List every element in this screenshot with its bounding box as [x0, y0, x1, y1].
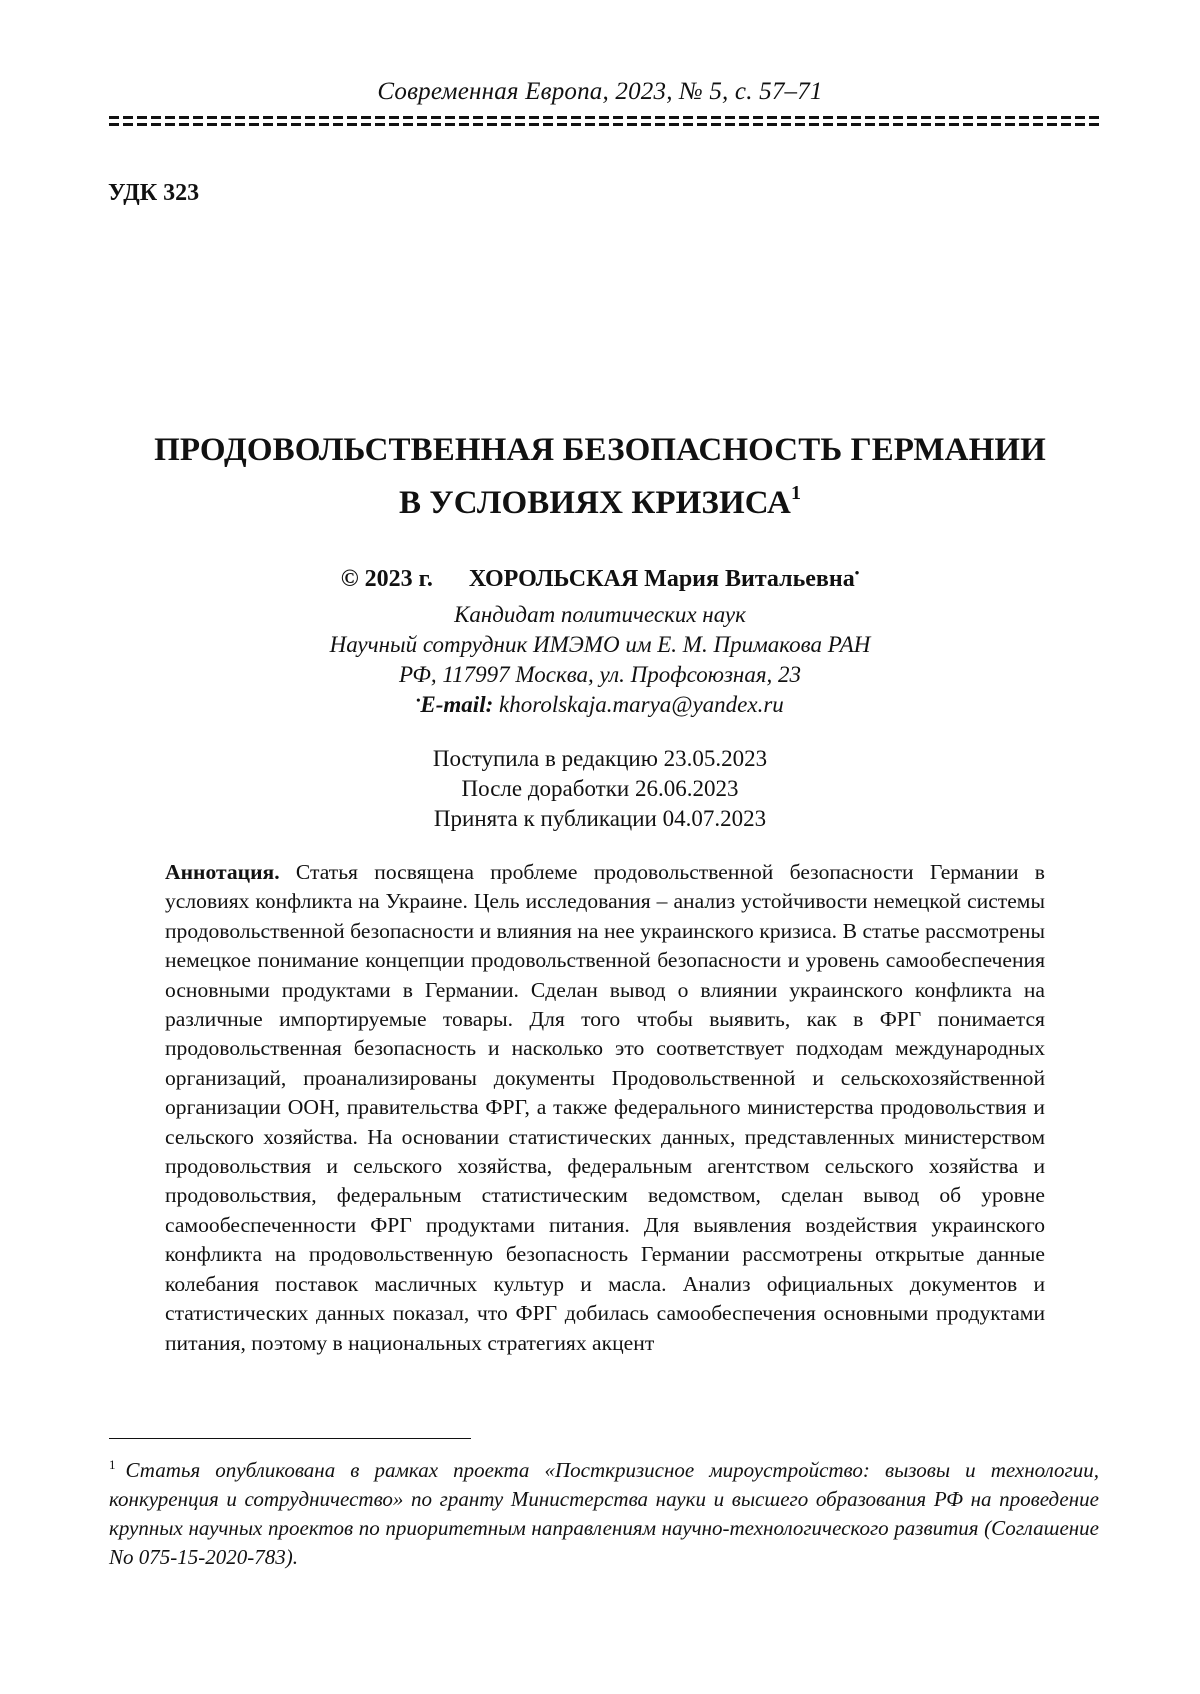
abstract-label: Аннотация.: [165, 860, 280, 884]
footnote-number: 1: [109, 1457, 116, 1472]
title-footnote-marker[interactable]: 1: [790, 482, 802, 504]
udk-code: УДК 323: [108, 180, 200, 206]
author-line: [0, 566, 1200, 593]
abstract-text: Статья посвящена проблеме продовольственной безопасности Германии в условиях конфликта на Украине. Цель исследования – анализ устойчивости немецкой системы продовольственной безопасности и влияния на нее украинского кризиса. В статье рассмотрены немецкое понимание концепции продовольственной безопасности и уровень самообеспечения основными продуктами в Германии. Сделан вывод о влиянии украинского конфликта на различные импортируемые товары. Для того чтобы выявить, как в ФРГ понимается продовольственная безопасность и насколько это соответствует подходам международных организаций, проанализированы документы Продовольственной и сельскохозяйственной организации ООН, правительства ФРГ, а также федерального министерства продовольствия и сельского хозяйства. На основании статистических данных, представленных министерством продовольствия и сельского хозяйства, федеральным агентством сельского хозяйства и продовольствия, федеральным статистическим ведомством, сделан вывод об уровне самообеспеченности ФРГ продуктами питания. Для выявления воздействия украинского конфликта на продовольственную безопасность Германии рассмотрены открытые данные колебания поставок масличных культур и масла. Анализ официальных документов и статистических данных показал, что ФРГ добилась самообеспечения основными продуктами питания, поэтому в национальных стратегиях акцент: [165, 860, 1045, 1355]
title-line-1: ПРОДОВОЛЬСТВЕННАЯ БЕЗОПАСНОСТЬ ГЕРМАНИИ: [154, 432, 1046, 468]
copyright-year: © 2023 г.: [340, 566, 433, 592]
email-label: E-mail:: [420, 692, 494, 717]
title-line-2: В УСЛОВИЯХ КРИЗИСА: [398, 485, 791, 521]
author-name: ХОРОЛЬСКАЯ Мария Витальевна: [468, 566, 855, 592]
footnote: [109, 1456, 1099, 1572]
date-received: Поступила в редакцию 23.05.2023: [432, 746, 768, 771]
author-degree: Кандидат политических наук: [454, 602, 746, 627]
email-marker: •: [416, 693, 421, 707]
author-address: РФ, 117997 Москва, ул. Профсоюзная, 23: [398, 662, 802, 687]
title-line-2-wrap: [0, 477, 1200, 530]
footnote-separator: [109, 1438, 471, 1439]
author-affiliation: [0, 600, 1200, 720]
date-revised: После доработки 26.06.2023: [461, 776, 739, 801]
author-email[interactable]: khorolskaja.marya@yandex.ru: [499, 692, 784, 717]
date-accepted: Принята к публикации 04.07.2023: [433, 806, 767, 831]
author-marker: •: [854, 565, 860, 580]
author-position: Научный сотрудник ИМЭМО им Е. М. Примакова РАН: [329, 632, 871, 657]
publication-dates: [0, 744, 1200, 834]
article-title: [0, 424, 1200, 530]
abstract: [165, 858, 1045, 1358]
header-double-rule: [109, 114, 1099, 128]
footnote-text: Статья опубликована в рамках проекта «Посткризисное мироустройство: вызовы и технологии, конкуренция и сотрудничество» по гранту Министерства науки и высшего образования РФ на проведение крупных научных проектов по приоритетным направлениям научно-технологического развития (Соглашение No 075-15-2020-783).: [109, 1458, 1099, 1569]
running-head: Современная Европа, 2023, № 5, с. 57–71: [377, 78, 823, 105]
author-email-line: [0, 690, 1200, 720]
